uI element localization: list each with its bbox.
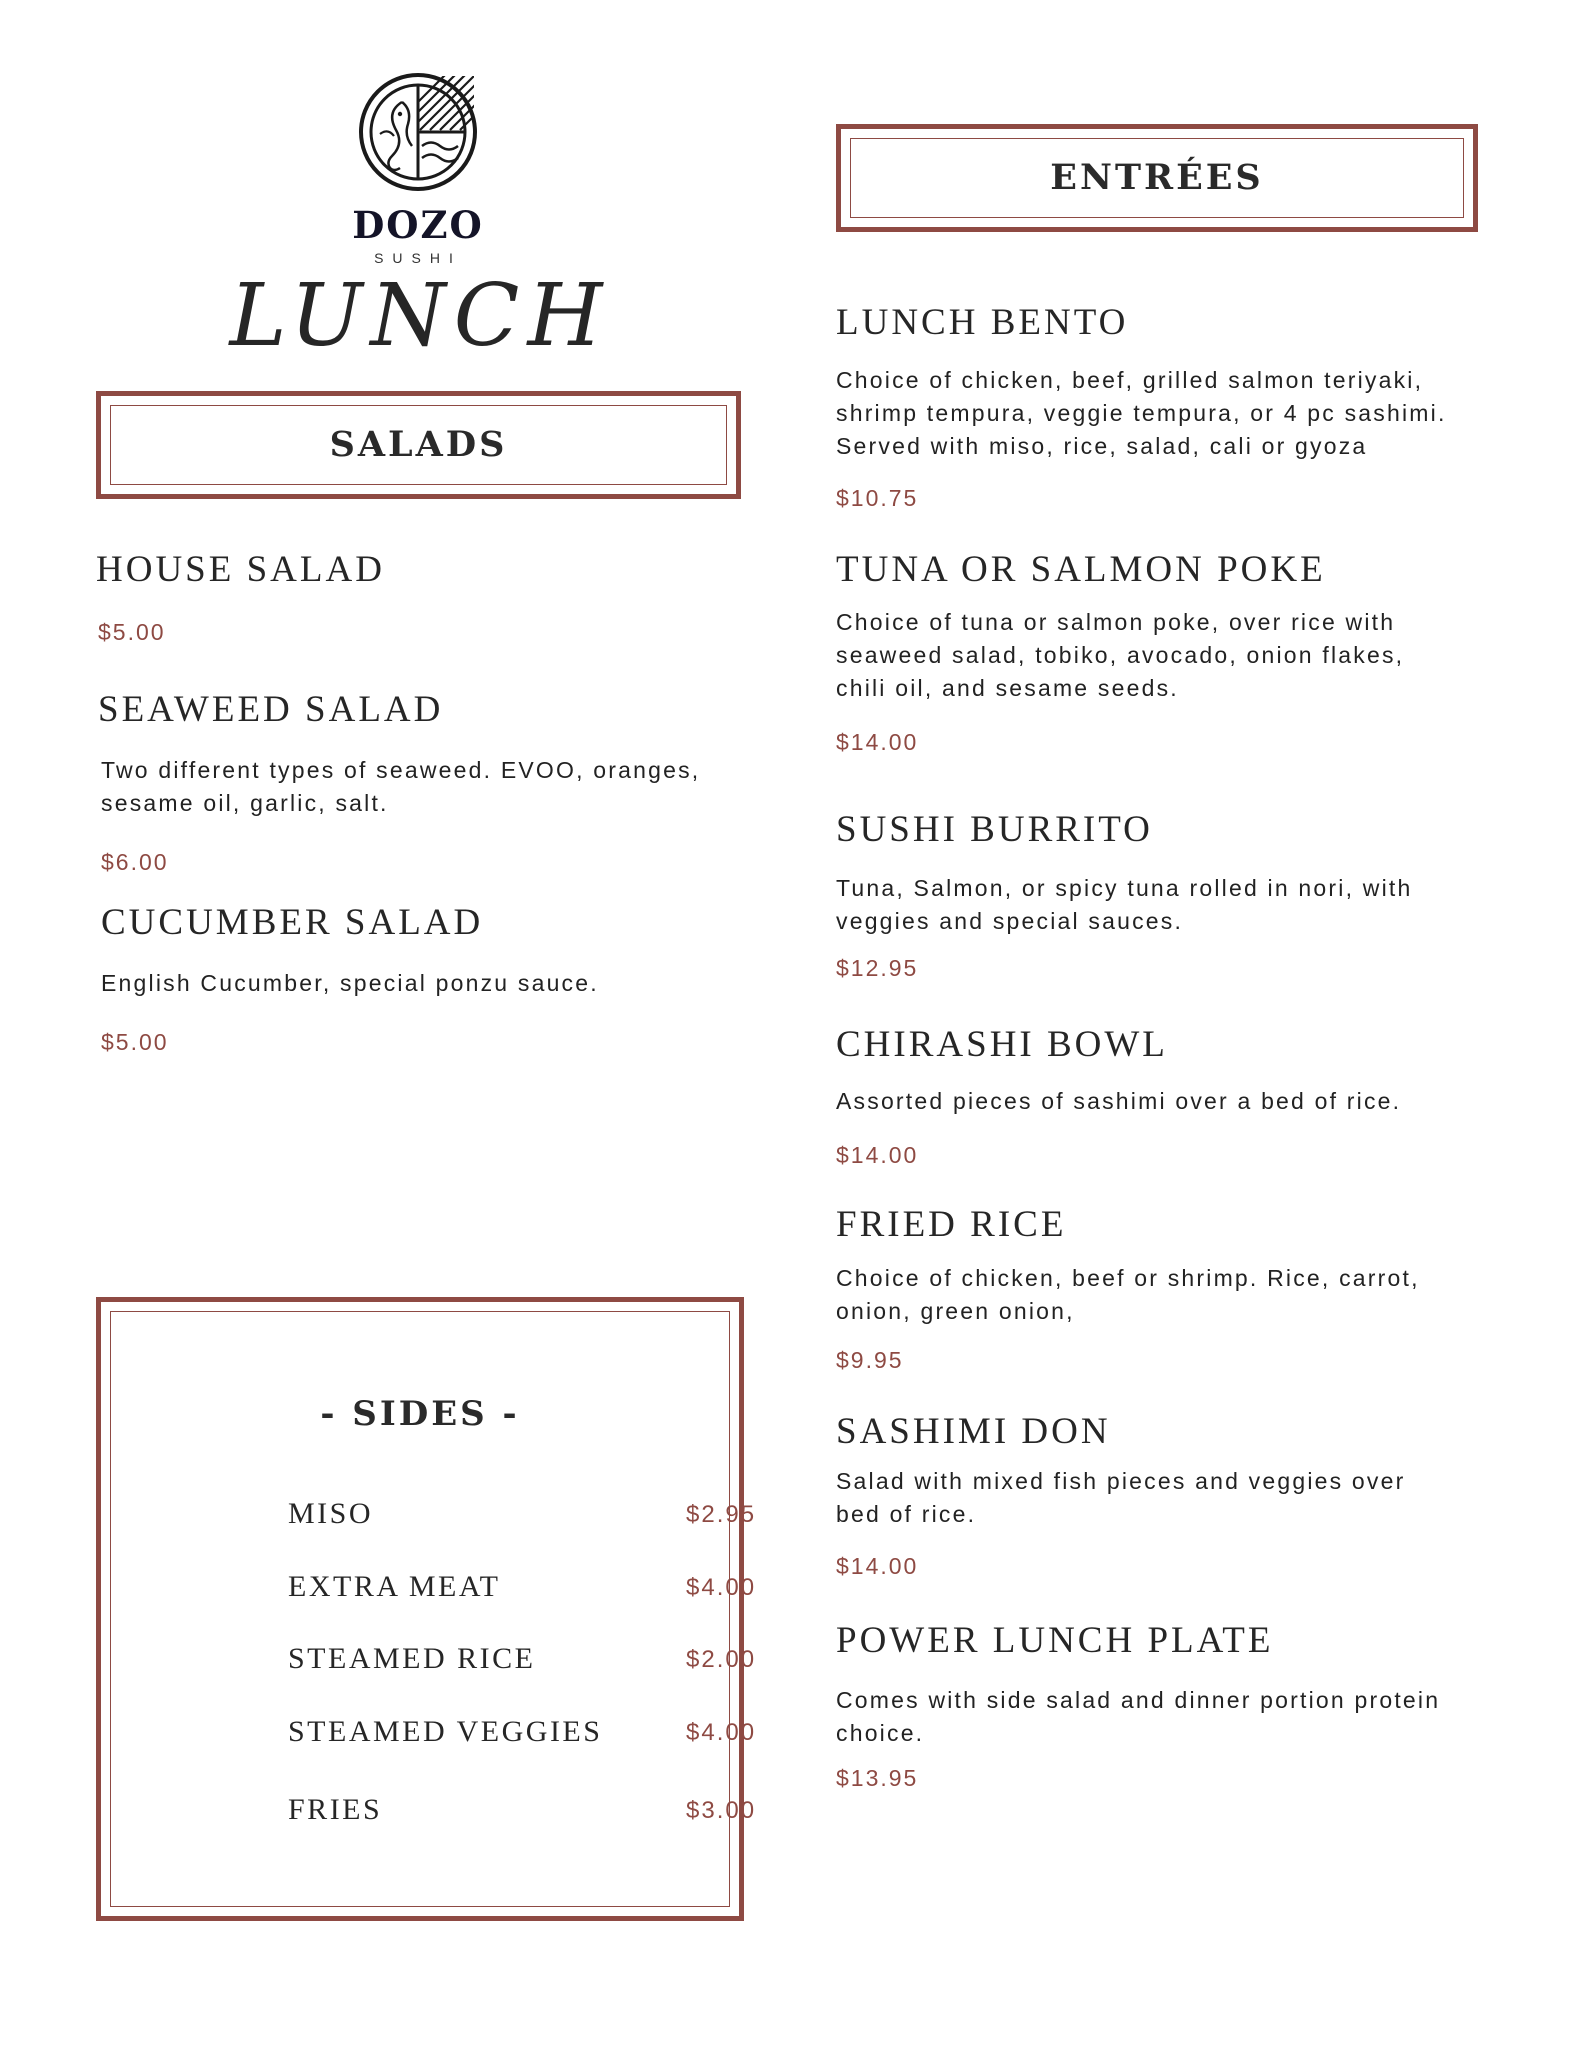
menu-item-desc: Salad with mixed fish pieces and veggies over [836, 1468, 1406, 1494]
entrees-heading: ENTRÉES [1050, 157, 1264, 198]
menu-item-desc: veggies and special sauces. [836, 908, 1184, 934]
menu-item-price: $6.00 [101, 849, 169, 875]
menu-item-name: SEAWEED SALAD [98, 689, 444, 730]
menu-title: LUNCH [229, 266, 611, 366]
menu-item-desc: sesame oil, garlic, salt. [101, 790, 389, 816]
side-item-name: MISO [288, 1497, 374, 1530]
side-item-price: $4.00 [686, 1574, 757, 1601]
side-item-price: $3.00 [686, 1797, 757, 1824]
menu-item-desc: choice. [836, 1720, 925, 1746]
menu-item-name: TUNA OR SALMON POKE [836, 549, 1326, 590]
side-item-name: FRIES [288, 1793, 383, 1826]
menu-item-name: SASHIMI DON [836, 1411, 1111, 1452]
menu-item-price: $10.75 [836, 485, 919, 511]
menu-item-name: HOUSE SALAD [96, 549, 385, 590]
menu-item-name: CHIRASHI BOWL [836, 1024, 1168, 1065]
menu-item-desc: Comes with side salad and dinner portion protein [836, 1687, 1441, 1713]
menu-item-price: $14.00 [836, 1553, 919, 1579]
koi-wave-circle-icon [358, 72, 478, 192]
menu-item-desc: Choice of tuna or salmon poke, over rice with [836, 609, 1396, 635]
menu-item-desc: Choice of chicken, beef or shrimp. Rice, carrot, [836, 1265, 1420, 1291]
menu-item-price: $9.95 [836, 1347, 904, 1373]
menu-item-desc: Choice of chicken, beef, grilled salmon teriyaki, [836, 367, 1424, 393]
menu-item-desc: onion, green onion, [836, 1298, 1075, 1324]
side-item-price: $2.95 [686, 1501, 757, 1528]
menu-item-desc: shrimp tempura, veggie tempura, or 4 pc sashimi. [836, 400, 1447, 426]
side-item-price: $4.00 [686, 1719, 757, 1746]
brand-tagline: SUSHI [374, 250, 462, 266]
logo [358, 72, 478, 192]
side-item-name: EXTRA MEAT [288, 1570, 501, 1603]
sides-heading: - SIDES - [320, 1394, 520, 1434]
menu-item-desc: seaweed salad, tobiko, avocado, onion flakes, [836, 642, 1405, 668]
menu-item-price: $12.95 [836, 955, 919, 981]
salads-heading: SALADS [329, 424, 508, 465]
menu-item-name: POWER LUNCH PLATE [836, 1620, 1274, 1661]
side-item-name: STEAMED VEGGIES [288, 1715, 603, 1748]
entrees-header-box [836, 124, 1478, 232]
side-item-price: $2.00 [686, 1646, 757, 1673]
menu-item-desc: bed of rice. [836, 1501, 977, 1527]
menu-item-name: FRIED RICE [836, 1204, 1067, 1245]
menu-item-desc: Two different types of seaweed. EVOO, oranges, [101, 757, 701, 783]
menu-item-price: $5.00 [101, 1029, 169, 1055]
menu-item-desc: English Cucumber, special ponzu sauce. [101, 970, 599, 996]
menu-item-price: $14.00 [836, 1142, 919, 1168]
menu-item-name: SUSHI BURRITO [836, 809, 1153, 850]
menu-item-desc: chili oil, and sesame seeds. [836, 675, 1179, 701]
side-item-name: STEAMED RICE [288, 1642, 536, 1675]
sides-box [96, 1297, 757, 1921]
menu-item-name: CUCUMBER SALAD [101, 902, 484, 943]
menu-item-price: $5.00 [98, 619, 166, 645]
menu-item-desc: Assorted pieces of sashimi over a bed of rice. [836, 1088, 1402, 1114]
menu-item-desc: Tuna, Salmon, or spicy tuna rolled in nori, with [836, 875, 1413, 901]
salads-header-box [96, 391, 741, 499]
menu-item-price: $14.00 [836, 729, 919, 755]
menu-item-desc: Served with miso, rice, salad, cali or gyoza [836, 433, 1368, 459]
menu-item-price: $13.95 [836, 1765, 919, 1791]
menu-item-name: LUNCH BENTO [836, 302, 1129, 343]
brand-name: DOZO [352, 203, 484, 247]
